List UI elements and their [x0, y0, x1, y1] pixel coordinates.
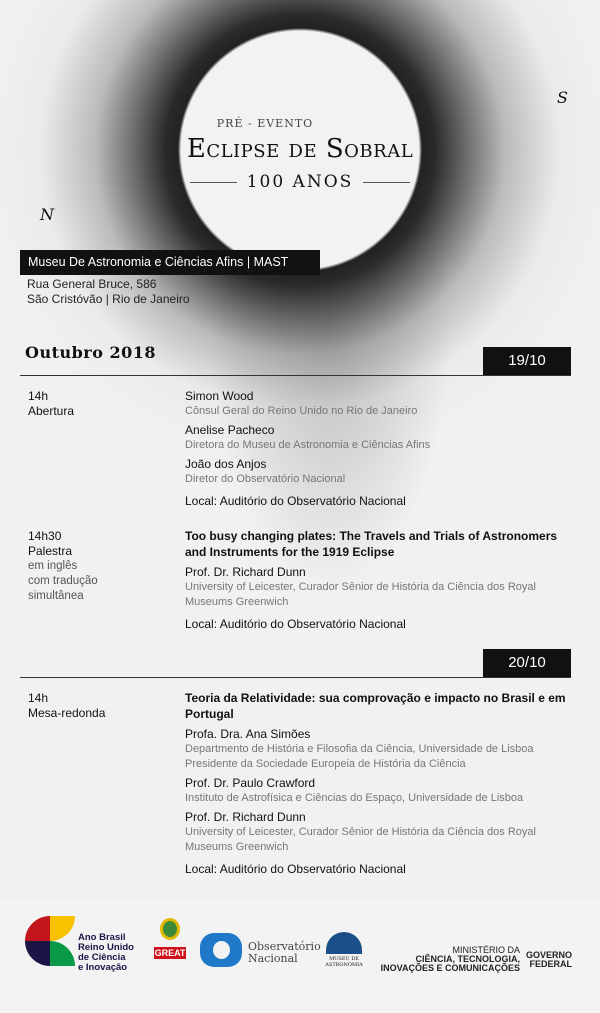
session-type: Abertura — [28, 404, 75, 418]
time: 14h30 — [28, 529, 62, 543]
session-details — [185, 690, 575, 877]
venue-name: Museu De Astronomia e Ciências Afins | MAST — [20, 250, 320, 275]
years-text: 100 ANOS — [246, 172, 354, 192]
speaker-name: João dos Anjos — [185, 457, 267, 471]
speaker-name: Prof. Dr. Richard Dunn — [185, 810, 306, 824]
museu-text: MUSEU DE ASTRONOMIA — [325, 956, 363, 968]
session-note: simultânea — [28, 590, 84, 602]
session-time — [28, 691, 105, 721]
session-details — [185, 528, 575, 632]
session-type: Mesa-redonda — [28, 706, 106, 720]
date-badge: 19/10 — [483, 347, 571, 375]
speaker-name: Profa. Dra. Ana Simões — [185, 727, 311, 741]
sponsor-footer — [0, 900, 600, 1013]
speaker-affiliation: Presidente da Sociedade Europeia de História da Ciência — [185, 758, 466, 770]
venue-address — [27, 277, 190, 307]
time: 14h — [28, 389, 49, 403]
session-details — [185, 388, 575, 509]
speaker-affiliation: Diretor do Observatório Nacional — [185, 473, 346, 485]
speaker-name: Anelise Pacheco — [185, 423, 275, 437]
observatorio-logo-icon — [200, 933, 242, 967]
ano-brasil-text: Ano Brasil Reino Unido de Ciência e Inovação — [78, 932, 134, 973]
brazil-coat-of-arms-icon — [160, 918, 180, 940]
speaker-name: Simon Wood — [185, 389, 254, 403]
session-location: Local: Auditório do Observatório Nacional — [185, 617, 406, 631]
museu-logo-icon — [326, 932, 362, 954]
time: 14h — [28, 691, 49, 705]
month-heading: Outubro 2018 — [25, 343, 156, 362]
observatorio-text: Observatório Nacional — [248, 940, 321, 965]
speaker-affiliation: Departmento de História e Filosofia da Ciência, Universidade de Lisboa — [185, 743, 534, 755]
speaker-affiliation: University of Leicester, Curador Sênior de História da Ciência dos Royal Museums Greenwich — [185, 826, 536, 853]
mark-n: N — [40, 205, 54, 224]
session-location: Local: Auditório do Observatório Nacional — [185, 862, 406, 876]
governo-text: GOVERNO FEDERAL — [526, 950, 573, 969]
session-note: com tradução — [28, 575, 98, 587]
session-time — [28, 389, 74, 419]
session-title: Teoria da Relatividade: sua comprovação e impacto no Brasil e em Portugal — [185, 691, 566, 721]
session-note: em inglês — [28, 560, 78, 572]
speaker-name: Prof. Dr. Richard Dunn — [185, 565, 306, 579]
session-title: Too busy changing plates: The Travels and Trials of Astronomers and Instruments for the 1919 Eclipse — [185, 529, 558, 559]
pre-event-label: PRÉ - EVENTO — [216, 117, 314, 130]
address-line: Rua General Bruce, 586 — [27, 277, 157, 291]
ministerio-text: MINISTÉRIO DA CIÊNCIA, TECNOLOGIA, INOVAÇÕES E COMUNICAÇÕES — [380, 945, 520, 973]
divider — [20, 677, 571, 678]
years-subtitle — [190, 172, 410, 192]
speaker-affiliation: Instituto de Astrofísica e Ciências do Espaço, Universidade de Lisboa — [185, 792, 524, 804]
great-logo: GREAT — [154, 948, 186, 958]
date-badge: 20/10 — [483, 649, 571, 677]
ano-brasil-logo-icon — [25, 916, 75, 966]
event-title: Eclipse de Sobral — [186, 134, 414, 164]
speaker-name: Prof. Dr. Paulo Crawford — [185, 776, 316, 790]
divider — [20, 375, 571, 376]
speaker-affiliation: Diretora do Museu de Astronomia e Ciências Afins — [185, 439, 431, 451]
session-type: Palestra — [28, 544, 73, 558]
speaker-affiliation: University of Leicester, Curador Sênior de História da Ciência dos Royal Museums Greenwich — [185, 581, 536, 608]
session-location: Local: Auditório do Observatório Nacional — [185, 494, 406, 508]
session-time — [28, 529, 98, 604]
address-line: São Cristóvão | Rio de Janeiro — [27, 292, 190, 306]
speaker-affiliation: Cônsul Geral do Reino Unido no Rio de Janeiro — [185, 405, 418, 417]
mark-s: S — [557, 88, 568, 107]
